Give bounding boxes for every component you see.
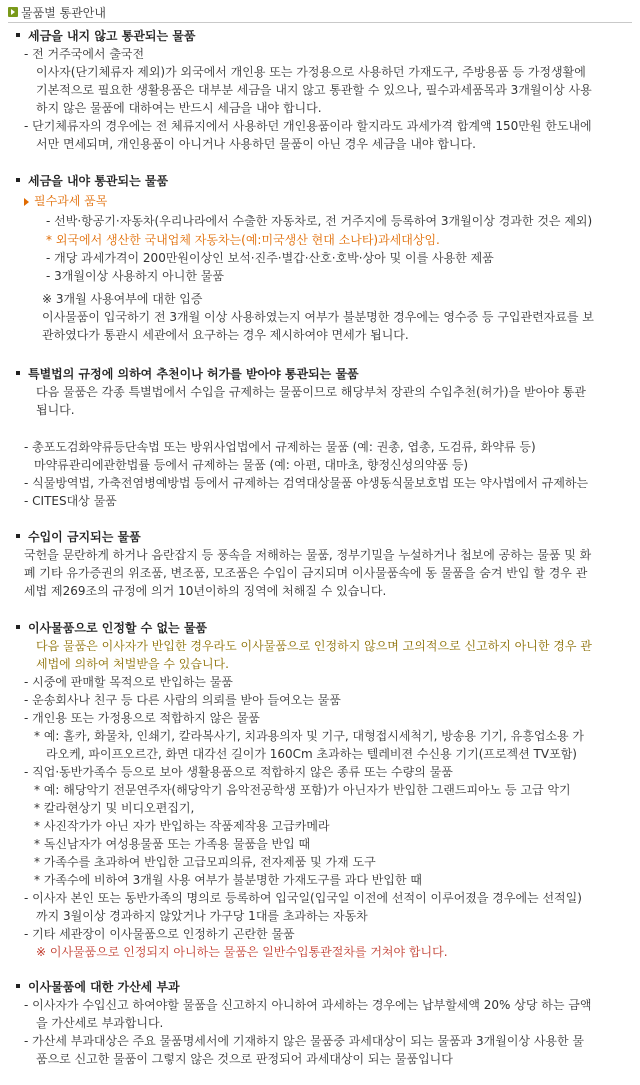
line: * 외국에서 생산한 국내업체 자동차는(예:미국생산 현대 소나타)과세대상임. xyxy=(46,233,440,247)
section-tax-free xyxy=(14,26,630,151)
subsection-title: 필수과세 품목 xyxy=(24,193,107,210)
line: 이사물품이 입국하기 전 3개월 이상 사용하였는지 여부가 불분명한 경우에는 영수증 등 구입관련자료를 보 xyxy=(42,310,594,324)
line: - 개당 과세가격이 200만원이상인 보석·진주·별갑·산호·호박·상아 및 이를 사용한 제품 xyxy=(46,251,494,265)
line: * 사진작가가 아닌 자가 반입하는 작품제작용 고급카메라 xyxy=(34,819,330,833)
line: 폐 기타 유가증권의 위조품, 변조품, 모조품은 수입이 금지되며 이사물품속에 동 물품을 숨겨 반입 할 경우 관 xyxy=(24,566,588,580)
arrow-box-icon xyxy=(8,7,18,17)
line: 세법 제269조의 규정에 의거 10년이하의 징역에 처해질 수 있습니다. xyxy=(24,584,387,598)
page-title: 물품별 통관안내 xyxy=(21,5,106,20)
line: * 예: 홀카, 화물차, 인쇄기, 칼라복사기, 치과용의자 및 기구, 대형접시세척기, 방송용 기기, 유흥업소용 가 xyxy=(34,729,585,743)
bullet-icon xyxy=(16,984,20,988)
line: 품으로 신고한 물품이 그렇지 않은 것으로 판정되어 과세대상이 되는 물품입니다 xyxy=(36,1052,453,1066)
line: - 3개월이상 사용하지 아니한 물품 xyxy=(46,269,224,283)
line: * 예: 해당악기 전문연주자(해당악기 음악전공학생 포함)가 아닌자가 반입한 그랜드피아노 등 고급 악기 xyxy=(34,783,571,797)
bullet-icon xyxy=(16,178,20,182)
line: - 직업·동반가족수 등으로 보아 생활용품으로 적합하지 않은 종류 또는 수량의 물품 xyxy=(24,765,453,779)
line: - 운송회사나 친구 등 다른 사람의 의뢰를 받아 들여오는 물품 xyxy=(24,693,341,707)
line: 다음 물품은 이사자가 반입한 경우라도 이사물품으로 인정하지 않으며 고의적으로 신고하지 아니한 경우 관 xyxy=(36,639,592,653)
section-prohibited xyxy=(14,527,630,598)
line: 기본적으로 필요한 생활용품은 대부분 세금을 내지 않고 통관할 수 있으나, 필수과세품목과 3개월이상 사용 xyxy=(36,83,592,97)
section-penalty-tax xyxy=(14,977,630,1066)
line: 하지 않은 물품에 대하여는 반드시 세금을 내야 합니다. xyxy=(36,101,322,115)
line: * 가족수에 비하여 3개월 사용 여부가 불분명한 가재도구를 과다 반입한 때 xyxy=(34,873,422,887)
line: - 시중에 판매할 목적으로 반입하는 물품 xyxy=(24,675,233,689)
page-header xyxy=(8,4,106,20)
section-taxable xyxy=(14,171,630,342)
line: 국헌을 문란하게 하거나 음란잡지 등 풍속을 저해하는 물품, 정부기밀을 누설하거나 첩보에 공하는 물품 및 화 xyxy=(24,548,592,562)
section-title: 이사물품으로 인정할 수 없는 물품 xyxy=(14,618,630,636)
line: - 가산세 부과대상은 주요 물품명세서에 기재하지 않은 물품중 과세대상이 되는 물품과 3개월이상 사용한 물 xyxy=(24,1034,585,1048)
line: * 가족수를 초과하여 반입한 고급모피의류, 전자제품 및 가재 도구 xyxy=(34,855,376,869)
section-title: 수입이 금지되는 물품 xyxy=(14,527,630,545)
bullet-icon xyxy=(16,33,20,37)
line: - 개인용 또는 가정용으로 적합하지 않은 물품 xyxy=(24,711,260,725)
line: - CITES대상 물품 xyxy=(24,494,117,508)
section-title: 세금을 내야 통관되는 물품 xyxy=(14,171,630,189)
section-title: 세금을 내지 않고 통관되는 물품 xyxy=(14,26,630,44)
line: ※ 3개월 사용여부에 대한 입증 xyxy=(42,292,203,306)
line: 세법에 의하여 처벌받을 수 있습니다. xyxy=(36,657,229,671)
line: - 단기체류자의 경우에는 전 체류지에서 사용하던 개인용품이라 할지라도 과세가격 합계액 150만원 한도내에 xyxy=(24,119,592,133)
line: 이사자(단기체류자 제외)가 외국에서 개인용 또는 가정용으로 사용하던 가재도구, 주방용품 등 가정생활에 xyxy=(36,65,586,79)
line: - 기타 세관장이 이사물품으로 인정하기 곤란한 물품 xyxy=(24,927,295,941)
line: 서만 면세되며, 개인용품이 아니거나 사용하던 물품이 아닌 경우 세금을 내야 합니다. xyxy=(36,137,476,151)
bullet-icon xyxy=(16,534,20,538)
line: - 전 거주국에서 출국전 xyxy=(24,47,145,61)
section-permit-required xyxy=(14,364,630,508)
line: 관하였다가 통관시 세관에서 요구하는 경우 제시하여야 면세가 됩니다. xyxy=(42,328,409,342)
line: - 선박·항공기·자동차(우리나라에서 수출한 자동차로, 전 거주지에 등록하여 3개월이상 경과한 것은 제외) xyxy=(46,214,593,228)
line: - 총포도검화약류등단속법 또는 방위사업법에서 규제하는 물품 (예: 권총, 엽총, 도검류, 화약류 등) xyxy=(24,440,536,454)
line: ※ 이사물품으로 인정되지 아니하는 물품은 일반수입통관절차를 거쳐야 합니다. xyxy=(36,945,448,959)
line: - 이사자 본인 또는 동반가족의 명의로 등록하여 입국일(입국일 이전에 선적이 이루어졌을 경우에는 선적일) xyxy=(24,891,582,905)
section-title: 특별법의 규정에 의하여 추천이나 허가를 받아야 통관되는 물품 xyxy=(14,364,630,382)
line: - 식물방역법, 가축전염병예방법 등에서 규제하는 검역대상물품 야생동식물보호법 또는 약사법에서 규제하는 xyxy=(24,476,589,490)
line: 을 가산세로 부과합니다. xyxy=(36,1016,164,1030)
arrow-right-icon xyxy=(24,198,29,206)
line: * 독신남자가 여성용물품 또는 가족용 물품을 반입 때 xyxy=(34,837,311,851)
bullet-icon xyxy=(16,371,20,375)
line: 됩니다. xyxy=(36,403,75,417)
bullet-icon xyxy=(16,625,20,629)
line: - 이사자가 수입신고 하여야할 물품을 신고하지 아니하여 과세하는 경우에는 납부할세액 20% 상당 하는 금액 xyxy=(24,998,592,1012)
section-not-recognized xyxy=(14,618,630,959)
line: * 칼라현상기 및 비디오편집기, xyxy=(34,801,195,815)
section-title: 이사물품에 대한 가산세 부과 xyxy=(14,977,630,995)
line: 다음 물품은 각종 특별법에서 수입을 규제하는 물품이므로 해당부처 장관의 수입추천(허가)을 받아야 통관 xyxy=(36,385,586,399)
header-divider xyxy=(8,22,632,23)
line: 마약류관리에관한법률 등에서 규제하는 물품 (예: 아편, 대마초, 향정신성의약품 등) xyxy=(34,458,469,472)
line: 까지 3월이상 경과하지 않았거나 가구당 1대를 초과하는 자동차 xyxy=(36,909,368,923)
line: 라오케, 파이프오르간, 화면 대각선 길이가 160Cm 초과하는 텔레비젼 수신용 기기(프로젝션 TV포함) xyxy=(46,747,577,761)
